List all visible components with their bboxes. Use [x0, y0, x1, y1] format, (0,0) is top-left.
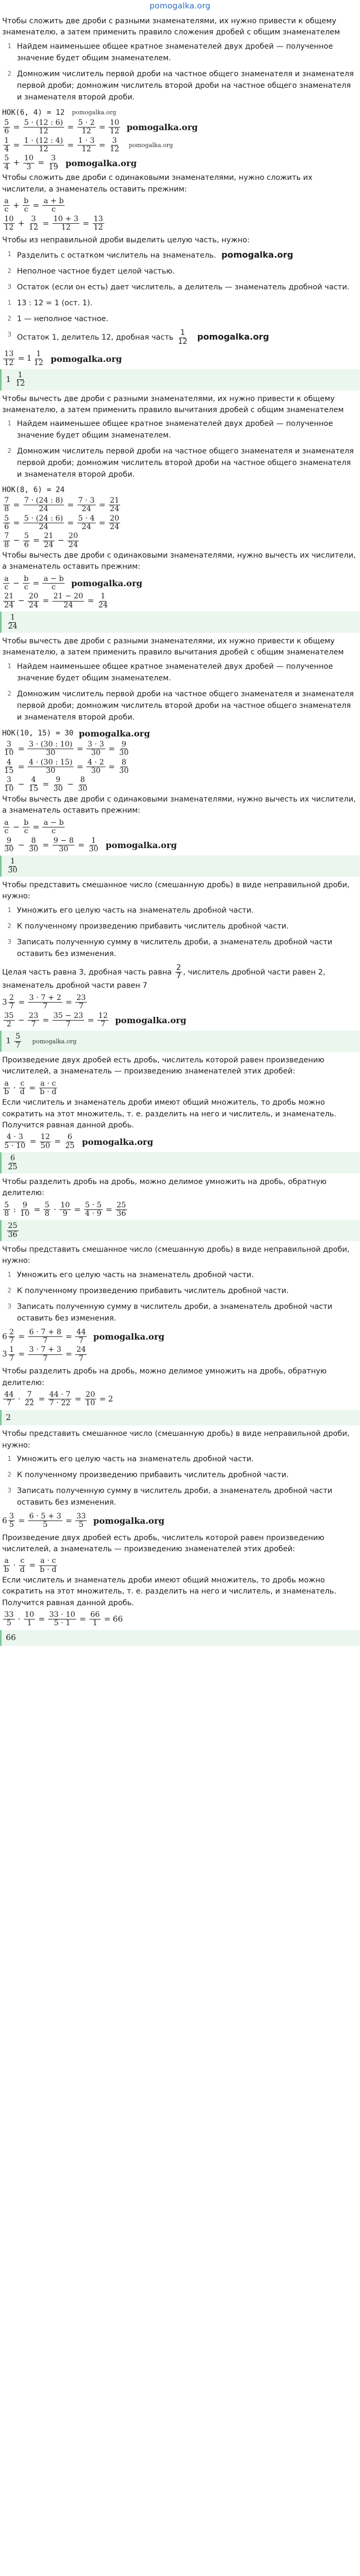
section-addition — [2, 16, 358, 232]
step-item: 1 Найдем наименьшее общее кратное знаменателей двух дробей — полученное значение будет общим знаменателем. — [7, 420, 333, 440]
section-subtraction-2 — [2, 636, 358, 877]
calc-line: $\frac{21}{24}$ − $\frac{20}{24}$ = $\frac{21 - 20}{24}$ = $\frac{1}{24}$ — [4, 592, 108, 609]
formula-line: $\frac{3}{10}$ = $\frac{3 \cdot (30 : 10)}{30}$ = $\frac{3 \cdot 3}{30}$ = $\frac{9}{30}$ — [4, 740, 129, 758]
calc-line: $\frac{4 \cdot 3}{5 \cdot 10}$ = $\frac{12}{50}$ = $\frac{6}{25}$ pomogalka.org — [4, 1133, 154, 1150]
section-mixed-1 — [2, 880, 358, 1052]
calc-line: $\frac{9}{30}$ − $\frac{8}{30}$ = $\frac{9 - 8}{30}$ = $\frac{1}{30}$ pomogalka.org — [4, 836, 177, 853]
result-box: 1 $\frac{1}{12}$ — [0, 369, 360, 390]
rule-line: $\frac{a}{c}$ − $\frac{b}{c}$ = $\frac{a - b}{c}$ — [4, 818, 64, 836]
step-item: 1 Умножить его целую часть на знаменатель дробной части. — [7, 1454, 254, 1463]
step-item: 2 Домножим числитель первой дроби на частное общего знаменателя и знаменателя первой дроби; домножим числитель второй дроби на частное общего знаменателя и знаменателя второй дроби. — [7, 689, 354, 722]
section-integer-part — [2, 235, 358, 390]
formula-line: 3 $\frac{2}{7}$ = $\frac{3 \cdot 7 + 2}{7}$ = $\frac{23}{7}$ — [2, 993, 86, 1011]
section-text: Если числитель и знаменатель дроби имеют общий множитель, то дробь можно сократить на этот множитель, т. е. разделить на него и числитель, и знаменатель. Получится равная данной дробь. — [2, 1576, 337, 1607]
formula-line: $\frac{13}{12}$ = 1 $\frac{1}{12}$ pomogalka.org — [4, 350, 122, 367]
formula-line: 6 $\frac{2}{7}$ = $\frac{6 \cdot 7 + 8}{7}$ = $\frac{44}{7}$ pomogalka.org — [2, 1327, 165, 1345]
formula-line: 3 $\frac{1}{7}$ = $\frac{3 \cdot 7 + 3}{7}$ = $\frac{24}{7}$ — [2, 1345, 86, 1363]
result-box: 1 $\frac{5}{7}$ pomogalka.org — [0, 1031, 360, 1052]
section-text: Чтобы вычесть две дроби с одинаковыми знаменателями, нужно вычесть их числители, а знаменатель оставить прежним: — [2, 551, 356, 571]
nok-line: НОК(10, 15) = 30 pomogalka.org — [2, 728, 150, 739]
section-division-2 — [2, 1366, 358, 1425]
result-box: $\frac{1}{24}$ — [0, 612, 360, 633]
steps-list — [2, 1269, 358, 1324]
steps-list — [2, 418, 358, 480]
rule-line: $\frac{a}{b}$ · $\frac{c}{d}$ = $\frac{a \cdot c}{b \cdot d}$ — [4, 1556, 57, 1574]
calc-line: $\frac{10}{12}$ + $\frac{3}{12}$ = $\frac{10 + 3}{12}$ = $\frac{13}{12}$ — [4, 214, 103, 232]
step-item: 1 Найдем наименьшее общее кратное знаменателей двух дробей — полученное значение будет общим знаменателем. — [7, 42, 333, 62]
step-item: 2 К полученному произведению прибавить числитель дробной части. — [7, 922, 289, 931]
section-text: Чтобы вычесть две дроби с одинаковыми знаменателями, нужно вычесть их числители, а знаменатель оставить прежним: — [2, 795, 356, 815]
section-product-2 — [2, 1533, 358, 1646]
step-item: 1 13 : 12 = 1 (ост. 1). — [7, 299, 93, 308]
formula-line: $\frac{5}{6}$ = $\frac{5 \cdot (12 : 6)}{12}$ = $\frac{5 \cdot 2}{12}$ = $\frac{10}{12}$ pomogalka.org — [4, 118, 198, 136]
step-item: 2 К полученному произведению прибавить числитель дробной части. — [7, 1470, 289, 1479]
formula-line: $\frac{5}{4}$ + $\frac{10}{3}$ = $\frac{3}{19}$ pomogalka.org — [4, 154, 137, 171]
steps-list — [2, 249, 358, 347]
nok-line: НОК(8, 6) = 24 — [2, 486, 65, 495]
result-box: $\frac{6}{25}$ — [0, 1152, 360, 1173]
nok-line: НОК(6, 4) = 12 pomogalka.org — [2, 108, 116, 117]
section-subtraction-1 — [2, 394, 358, 633]
section-division-1 — [2, 1177, 358, 1241]
step-item: 3 Остаток (если он есть) дает числитель, а делитель — знаменатель дробной части. — [7, 283, 349, 292]
section-intro: Чтобы разделить дробь на дробь, можно делимое умножить на дробь, обратную делителю: — [2, 1177, 327, 1198]
section-intro: Чтобы представить смешанное число (смешанную дробь) в виде неправильной дроби, нужно: — [2, 1430, 350, 1450]
calc-line: $\frac{35}{2}$ − $\frac{23}{7}$ = $\frac{35 - 23}{7}$ = $\frac{12}{7}$ pomogalka.org — [4, 1011, 186, 1028]
formula-line: $\frac{7}{8}$ − $\frac{5}{6}$ = $\frac{21}{24}$ − $\frac{20}{24}$ — [4, 532, 78, 549]
step-item: 1 Умножить его целую часть на знаменатель дробной части. — [7, 1270, 254, 1279]
calc-line: $\frac{44}{7}$ · $\frac{7}{22}$ = $\frac{44 \cdot 7}{7 \cdot 22}$ = $\frac{20}{10}$ = 2 — [4, 1390, 113, 1408]
rule-line: $\frac{a}{c}$ − $\frac{b}{c}$ = $\frac{a - b}{c}$ pomogalka.org — [4, 574, 142, 592]
step-item: 2 1 — неполное частное. — [7, 315, 109, 324]
section-intro: Чтобы представить смешанное число (смешанную дробь) в виде неправильной дроби, нужно: — [2, 1245, 350, 1266]
rule-line: $\frac{a}{b}$ · $\frac{c}{d}$ = $\frac{a \cdot c}{b \cdot d}$ — [4, 1079, 57, 1097]
section-intro: Чтобы сложить две дроби с разными знаменателями, их нужно привести к общему знаменателю, а затем применить правило сложения дробей с общим знаменателем — [2, 17, 340, 37]
step-item: 1 Разделить с остатком числитель на знаменатель. pomogalka.org — [7, 249, 293, 260]
section-text: Если числитель и знаменатель дроби имеют общий множитель, то дробь можно сократить на этот множитель, т. е. разделить на него и числитель, и знаменатель. Получится равная данной дробь. — [2, 1098, 337, 1130]
formula-line: $\frac{4}{15}$ = $\frac{4 \cdot (30 : 15)}{30}$ = $\frac{4 \cdot 2}{30}$ = $\frac{8}{30}$ — [4, 758, 129, 775]
step-item: 2 Домножим числитель первой дроби на частное общего знаменателя и знаменателя первой дроби; домножим числитель второй дроби на частное общего знаменателя и знаменателя второй дроби. — [7, 447, 354, 479]
section-intro: Чтобы вычесть две дроби с разными знаменателями, их нужно привести к общему знаменателю, а затем применить правило вычитания дробей с общим знаменателем — [2, 637, 344, 657]
formula-line: $\frac{7}{8}$ = $\frac{7 \cdot (24 : 8)}{24}$ = $\frac{7 \cdot 3}{24}$ = $\frac{21}{24}$ — [4, 496, 120, 514]
steps-list — [2, 661, 358, 723]
section-intro: Чтобы разделить дробь на дробь, можно делимое умножить на дробь, обратную делителю: — [2, 1367, 327, 1387]
step-item: 3 Остаток 1, делитель 12, дробная часть $\frac{1}{12}$ pomogalka.org — [7, 329, 269, 346]
result-box: 2 — [0, 1410, 360, 1426]
step-item: 1 Найдем наименьшее общее кратное знаменателей двух дробей — полученное значение будет общим знаменателем. — [7, 662, 333, 682]
section-mixed-2 — [2, 1244, 358, 1363]
rule-line: $\frac{a}{c}$ + $\frac{b}{c}$ = $\frac{a + b}{c}$ — [4, 196, 64, 214]
formula-line: $\frac{5}{6}$ = $\frac{5 \cdot (24 : 6)}{24}$ = $\frac{5 \cdot 4}{24}$ = $\frac{20}{24}$ — [4, 514, 120, 531]
section-product-1 — [2, 1055, 358, 1173]
step-item: 3 Записать полученную сумму в числитель дроби, а знаменатель дробной части оставить без изменения. — [7, 937, 332, 958]
step-item: 1 Умножить его целую часть на знаменатель дробной части. — [7, 906, 254, 915]
section-text: Целая часть равна 3, дробная часть равна $\frac{2}{7}$ , числитель дробной части равен 2, знаменатель дробной части равен 7 — [2, 963, 326, 990]
section-intro: Чтобы из неправильной дроби выделить целую часть, нужно: — [2, 236, 250, 245]
section-mixed-3 — [2, 1428, 358, 1529]
steps-list — [2, 41, 358, 103]
step-item: 3 Записать полученную сумму в числитель дроби, а знаменатель дробной части оставить без изменения. — [7, 1302, 332, 1323]
step-item: 2 Домножим числитель первой дроби на частное общего знаменателя и знаменателя первой дроби; домножим числитель второй дроби на частное общего знаменателя и знаменателя второй дроби. — [7, 69, 354, 102]
calc-line: $\frac{5}{8}$ : $\frac{9}{10}$ = $\frac{5}{8}$ · $\frac{10}{9}$ = $\frac{5 \cdot 5}{4 \cdot 9}$ = $\frac{25}{36}$ — [4, 1200, 127, 1218]
section-intro: Произведение двух дробей есть дробь, числитель которой равен произведению числителей, а знаменатель — произведению знаменателей этих дробей: — [2, 1533, 325, 1554]
section-text: Чтобы сложить две дроби с одинаковыми знаменателями, нужно сложить их числители, а знаменатель оставить прежним: — [2, 174, 313, 194]
result-box: $\frac{1}{30}$ — [0, 855, 360, 877]
step-item: 2 Неполное частное будет целой частью. — [7, 267, 175, 276]
calc-line: $\frac{33}{5}$ · $\frac{10}{1}$ = $\frac{33 \cdot 10}{5 \cdot 1}$ = $\frac{66}{1}$ = 66 — [4, 1610, 123, 1628]
result-box: $\frac{25}{36}$ — [0, 1220, 360, 1241]
section-intro: Чтобы вычесть две дроби с разными знаменателями, их нужно привести к общему знаменателю, а затем применить правило вычитания дробей с общим знаменателем — [2, 394, 344, 415]
steps-list — [2, 905, 358, 960]
steps-list — [2, 1453, 358, 1508]
formula-line: 6 $\frac{3}{5}$ = $\frac{6 \cdot 5 + 3}{5}$ = $\frac{33}{5}$ pomogalka.org — [2, 1512, 165, 1530]
result-box: 66 — [0, 1630, 360, 1646]
section-intro: Произведение двух дробей есть дробь, числитель которой равен произведению числителей, а знаменатель — произведению знаменателей этих дробей: — [2, 1056, 325, 1076]
solution-content — [0, 11, 360, 1646]
formula-line: $\frac{3}{10}$ − $\frac{4}{15}$ = $\frac{9}{30}$ − $\frac{8}{30}$ — [4, 776, 88, 793]
site-header[interactable]: pomogalka.org — [149, 1, 211, 11]
step-item: 2 К полученному произведению прибавить числитель дробной части. — [7, 1286, 289, 1295]
formula-line: $\frac{1}{4}$ = $\frac{1 \cdot (12 : 4)}{12}$ = $\frac{1 \cdot 3}{12}$ = $\frac{3}{12}$ pomogalka.org — [4, 136, 173, 154]
watermark-text: pomogalka.org — [127, 122, 198, 133]
step-item: 3 Записать полученную сумму в числитель дроби, а знаменатель дробной части оставить без изменения. — [7, 1486, 332, 1507]
section-intro: Чтобы представить смешанное число (смешанную дробь) в виде неправильной дроби, нужно: — [2, 881, 350, 901]
